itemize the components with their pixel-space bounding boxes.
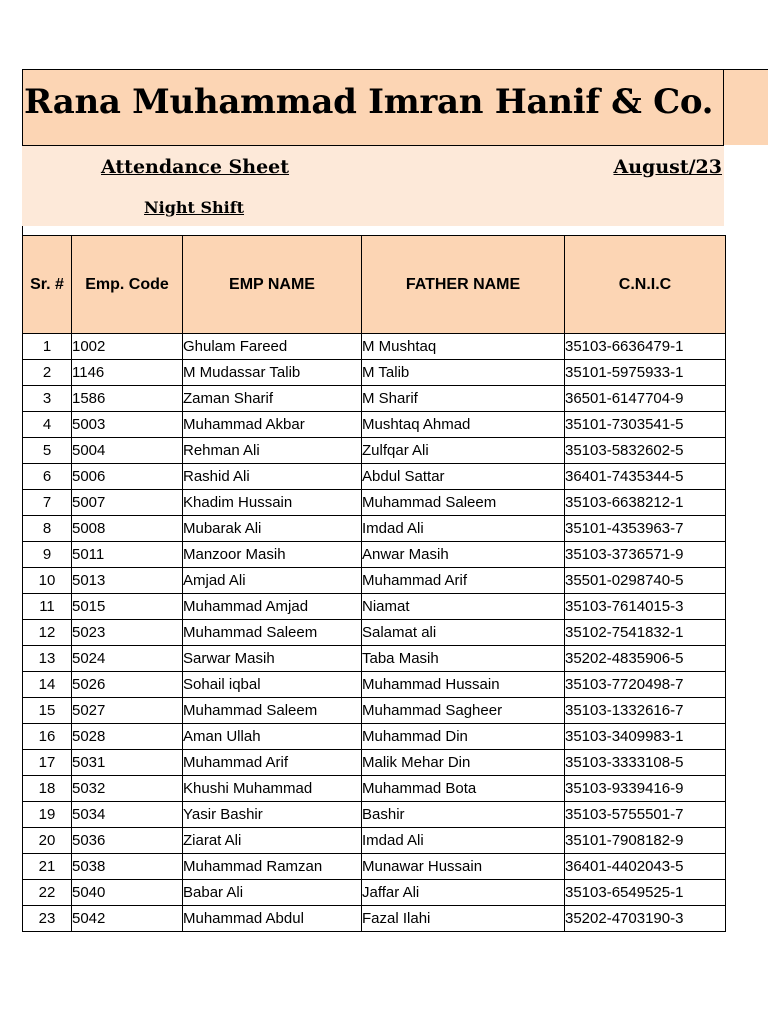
cell-emp-name: Babar Ali: [183, 880, 362, 906]
cell-emp-code: 5031: [72, 750, 183, 776]
cell-emp-name: Sohail iqbal: [183, 672, 362, 698]
table-row: [23, 334, 726, 360]
cell-cnic: 35202-4703190-3: [565, 906, 726, 932]
cell-sr: 7: [23, 490, 72, 516]
cell-cnic: 35101-4353963-7: [565, 516, 726, 542]
cell-cnic: 35103-6636479-1: [565, 334, 726, 360]
cell-emp-name: Muhammad Akbar: [183, 412, 362, 438]
cell-sr: 19: [23, 802, 72, 828]
cell-sr: 9: [23, 542, 72, 568]
cell-sr: 6: [23, 464, 72, 490]
cell-father-name: Muhammad Saleem: [362, 490, 565, 516]
cell-emp-name: Muhammad Ramzan: [183, 854, 362, 880]
table-row: [23, 360, 726, 386]
table-row: [23, 880, 726, 906]
table-header-row: [23, 236, 726, 334]
table-row: [23, 672, 726, 698]
cell-cnic: 35103-9339416-9: [565, 776, 726, 802]
table-row: [23, 750, 726, 776]
cell-cnic: 35101-7303541-5: [565, 412, 726, 438]
cell-sr: 11: [23, 594, 72, 620]
table-row: [23, 516, 726, 542]
cell-emp-code: 5028: [72, 724, 183, 750]
cell-emp-name: Manzoor Masih: [183, 542, 362, 568]
table-row: [23, 906, 726, 932]
cell-sr: 22: [23, 880, 72, 906]
cell-father-name: Muhammad Sagheer: [362, 698, 565, 724]
table-row: [23, 386, 726, 412]
cell-emp-code: 5006: [72, 464, 183, 490]
cell-emp-name: Muhammad Amjad: [183, 594, 362, 620]
cell-sr: 1: [23, 334, 72, 360]
cell-cnic: 35103-1332616-7: [565, 698, 726, 724]
shift-label: Night Shift: [144, 198, 245, 217]
table-row: [23, 724, 726, 750]
cell-father-name: Imdad Ali: [362, 828, 565, 854]
cell-father-name: Mushtaq Ahmad: [362, 412, 565, 438]
cell-father-name: Salamat ali: [362, 620, 565, 646]
cell-father-name: Fazal Ilahi: [362, 906, 565, 932]
cell-emp-code: 5003: [72, 412, 183, 438]
cell-sr: 4: [23, 412, 72, 438]
cell-sr: 5: [23, 438, 72, 464]
cell-emp-code: 5013: [72, 568, 183, 594]
cell-cnic: 35103-5755501-7: [565, 802, 726, 828]
cell-father-name: Taba Masih: [362, 646, 565, 672]
header-father-name: FATHER NAME: [362, 236, 565, 334]
title-right-border: [723, 69, 724, 146]
cell-emp-name: Muhammad Saleem: [183, 698, 362, 724]
cell-cnic: 35103-3736571-9: [565, 542, 726, 568]
cell-cnic: 36401-4402043-5: [565, 854, 726, 880]
cell-cnic: 35101-5975933-1: [565, 360, 726, 386]
table-row: [23, 438, 726, 464]
table-row: [23, 490, 726, 516]
cell-cnic: 36501-6147704-9: [565, 386, 726, 412]
table-row: [23, 646, 726, 672]
cell-emp-name: Rehman Ali: [183, 438, 362, 464]
sheet-title: Attendance Sheet: [101, 156, 290, 178]
table-row: [23, 568, 726, 594]
cell-emp-code: 5038: [72, 854, 183, 880]
cell-emp-code: 5026: [72, 672, 183, 698]
cell-emp-name: Sarwar Masih: [183, 646, 362, 672]
cell-father-name: Imdad Ali: [362, 516, 565, 542]
cell-cnic: 35103-7720498-7: [565, 672, 726, 698]
cell-emp-name: Ghulam Fareed: [183, 334, 362, 360]
cell-father-name: Muhammad Bota: [362, 776, 565, 802]
cell-father-name: Muhammad Arif: [362, 568, 565, 594]
header-cnic: C.N.I.C: [565, 236, 726, 334]
cell-father-name: Bashir: [362, 802, 565, 828]
cell-emp-name: Aman Ullah: [183, 724, 362, 750]
cell-emp-name: Mubarak Ali: [183, 516, 362, 542]
cell-sr: 8: [23, 516, 72, 542]
cell-father-name: Jaffar Ali: [362, 880, 565, 906]
cell-cnic: 35103-3409983-1: [565, 724, 726, 750]
cell-emp-code: 5011: [72, 542, 183, 568]
cell-sr: 23: [23, 906, 72, 932]
cell-cnic: 35501-0298740-5: [565, 568, 726, 594]
header-emp-code: Emp. Code: [72, 236, 183, 334]
cell-emp-name: Khushi Muhammad: [183, 776, 362, 802]
cell-cnic: 35103-7614015-3: [565, 594, 726, 620]
cell-emp-code: 5034: [72, 802, 183, 828]
cell-emp-name: Muhammad Arif: [183, 750, 362, 776]
cell-emp-code: 5024: [72, 646, 183, 672]
table-row: [23, 464, 726, 490]
table-row: [23, 698, 726, 724]
cell-emp-name: Yasir Bashir: [183, 802, 362, 828]
table-row: [23, 828, 726, 854]
cell-sr: 20: [23, 828, 72, 854]
title-left-border: [22, 69, 23, 146]
cell-emp-name: Rashid Ali: [183, 464, 362, 490]
cell-emp-name: Muhammad Abdul: [183, 906, 362, 932]
cell-sr: 18: [23, 776, 72, 802]
cell-emp-code: 1586: [72, 386, 183, 412]
cell-sr: 14: [23, 672, 72, 698]
header-emp-name: EMP NAME: [183, 236, 362, 334]
cell-emp-name: Amjad Ali: [183, 568, 362, 594]
cell-emp-code: 1146: [72, 360, 183, 386]
cell-cnic: 35103-6638212-1: [565, 490, 726, 516]
cell-father-name: Muhammad Hussain: [362, 672, 565, 698]
header-sr: Sr. #: [23, 236, 72, 334]
cell-father-name: Muhammad Din: [362, 724, 565, 750]
cell-emp-code: 1002: [72, 334, 183, 360]
cell-sr: 13: [23, 646, 72, 672]
cell-emp-code: 5023: [72, 620, 183, 646]
table-row: [23, 594, 726, 620]
cell-father-name: Malik Mehar Din: [362, 750, 565, 776]
cell-father-name: Munawar Hussain: [362, 854, 565, 880]
sheet-month: August/23: [613, 156, 722, 178]
cell-cnic: 35103-5832602-5: [565, 438, 726, 464]
table-row: [23, 620, 726, 646]
cell-emp-name: Khadim Hussain: [183, 490, 362, 516]
cell-father-name: Anwar Masih: [362, 542, 565, 568]
table-row: [23, 776, 726, 802]
table-row: [23, 412, 726, 438]
cell-cnic: 35202-4835906-5: [565, 646, 726, 672]
cell-sr: 2: [23, 360, 72, 386]
cell-sr: 3: [23, 386, 72, 412]
company-name: Rana Muhammad Imran Hanif & Co.: [24, 82, 714, 122]
table-row: [23, 854, 726, 880]
cell-sr: 12: [23, 620, 72, 646]
cell-father-name: Niamat: [362, 594, 565, 620]
cell-sr: 10: [23, 568, 72, 594]
cell-emp-code: 5008: [72, 516, 183, 542]
cell-emp-code: 5036: [72, 828, 183, 854]
cell-cnic: 35101-7908182-9: [565, 828, 726, 854]
cell-sr: 15: [23, 698, 72, 724]
cell-sr: 16: [23, 724, 72, 750]
cell-cnic: 35103-6549525-1: [565, 880, 726, 906]
cell-emp-code: 5027: [72, 698, 183, 724]
cell-emp-name: Muhammad Saleem: [183, 620, 362, 646]
cell-father-name: M Mushtaq: [362, 334, 565, 360]
cell-father-name: Zulfqar Ali: [362, 438, 565, 464]
cell-emp-code: 5040: [72, 880, 183, 906]
cell-sr: 17: [23, 750, 72, 776]
cell-father-name: M Sharif: [362, 386, 565, 412]
cell-emp-name: Ziarat Ali: [183, 828, 362, 854]
cell-sr: 21: [23, 854, 72, 880]
cell-father-name: Abdul Sattar: [362, 464, 565, 490]
cell-emp-name: M Mudassar Talib: [183, 360, 362, 386]
cell-cnic: 36401-7435344-5: [565, 464, 726, 490]
cell-emp-code: 5032: [72, 776, 183, 802]
cell-father-name: M Talib: [362, 360, 565, 386]
cell-emp-code: 5004: [72, 438, 183, 464]
table-row: [23, 542, 726, 568]
cell-emp-code: 5042: [72, 906, 183, 932]
cell-emp-code: 5015: [72, 594, 183, 620]
cell-cnic: 35103-3333108-5: [565, 750, 726, 776]
cell-emp-name: Zaman Sharif: [183, 386, 362, 412]
attendance-table: [22, 235, 726, 932]
table-row: [23, 802, 726, 828]
cell-cnic: 35102-7541832-1: [565, 620, 726, 646]
cell-emp-code: 5007: [72, 490, 183, 516]
